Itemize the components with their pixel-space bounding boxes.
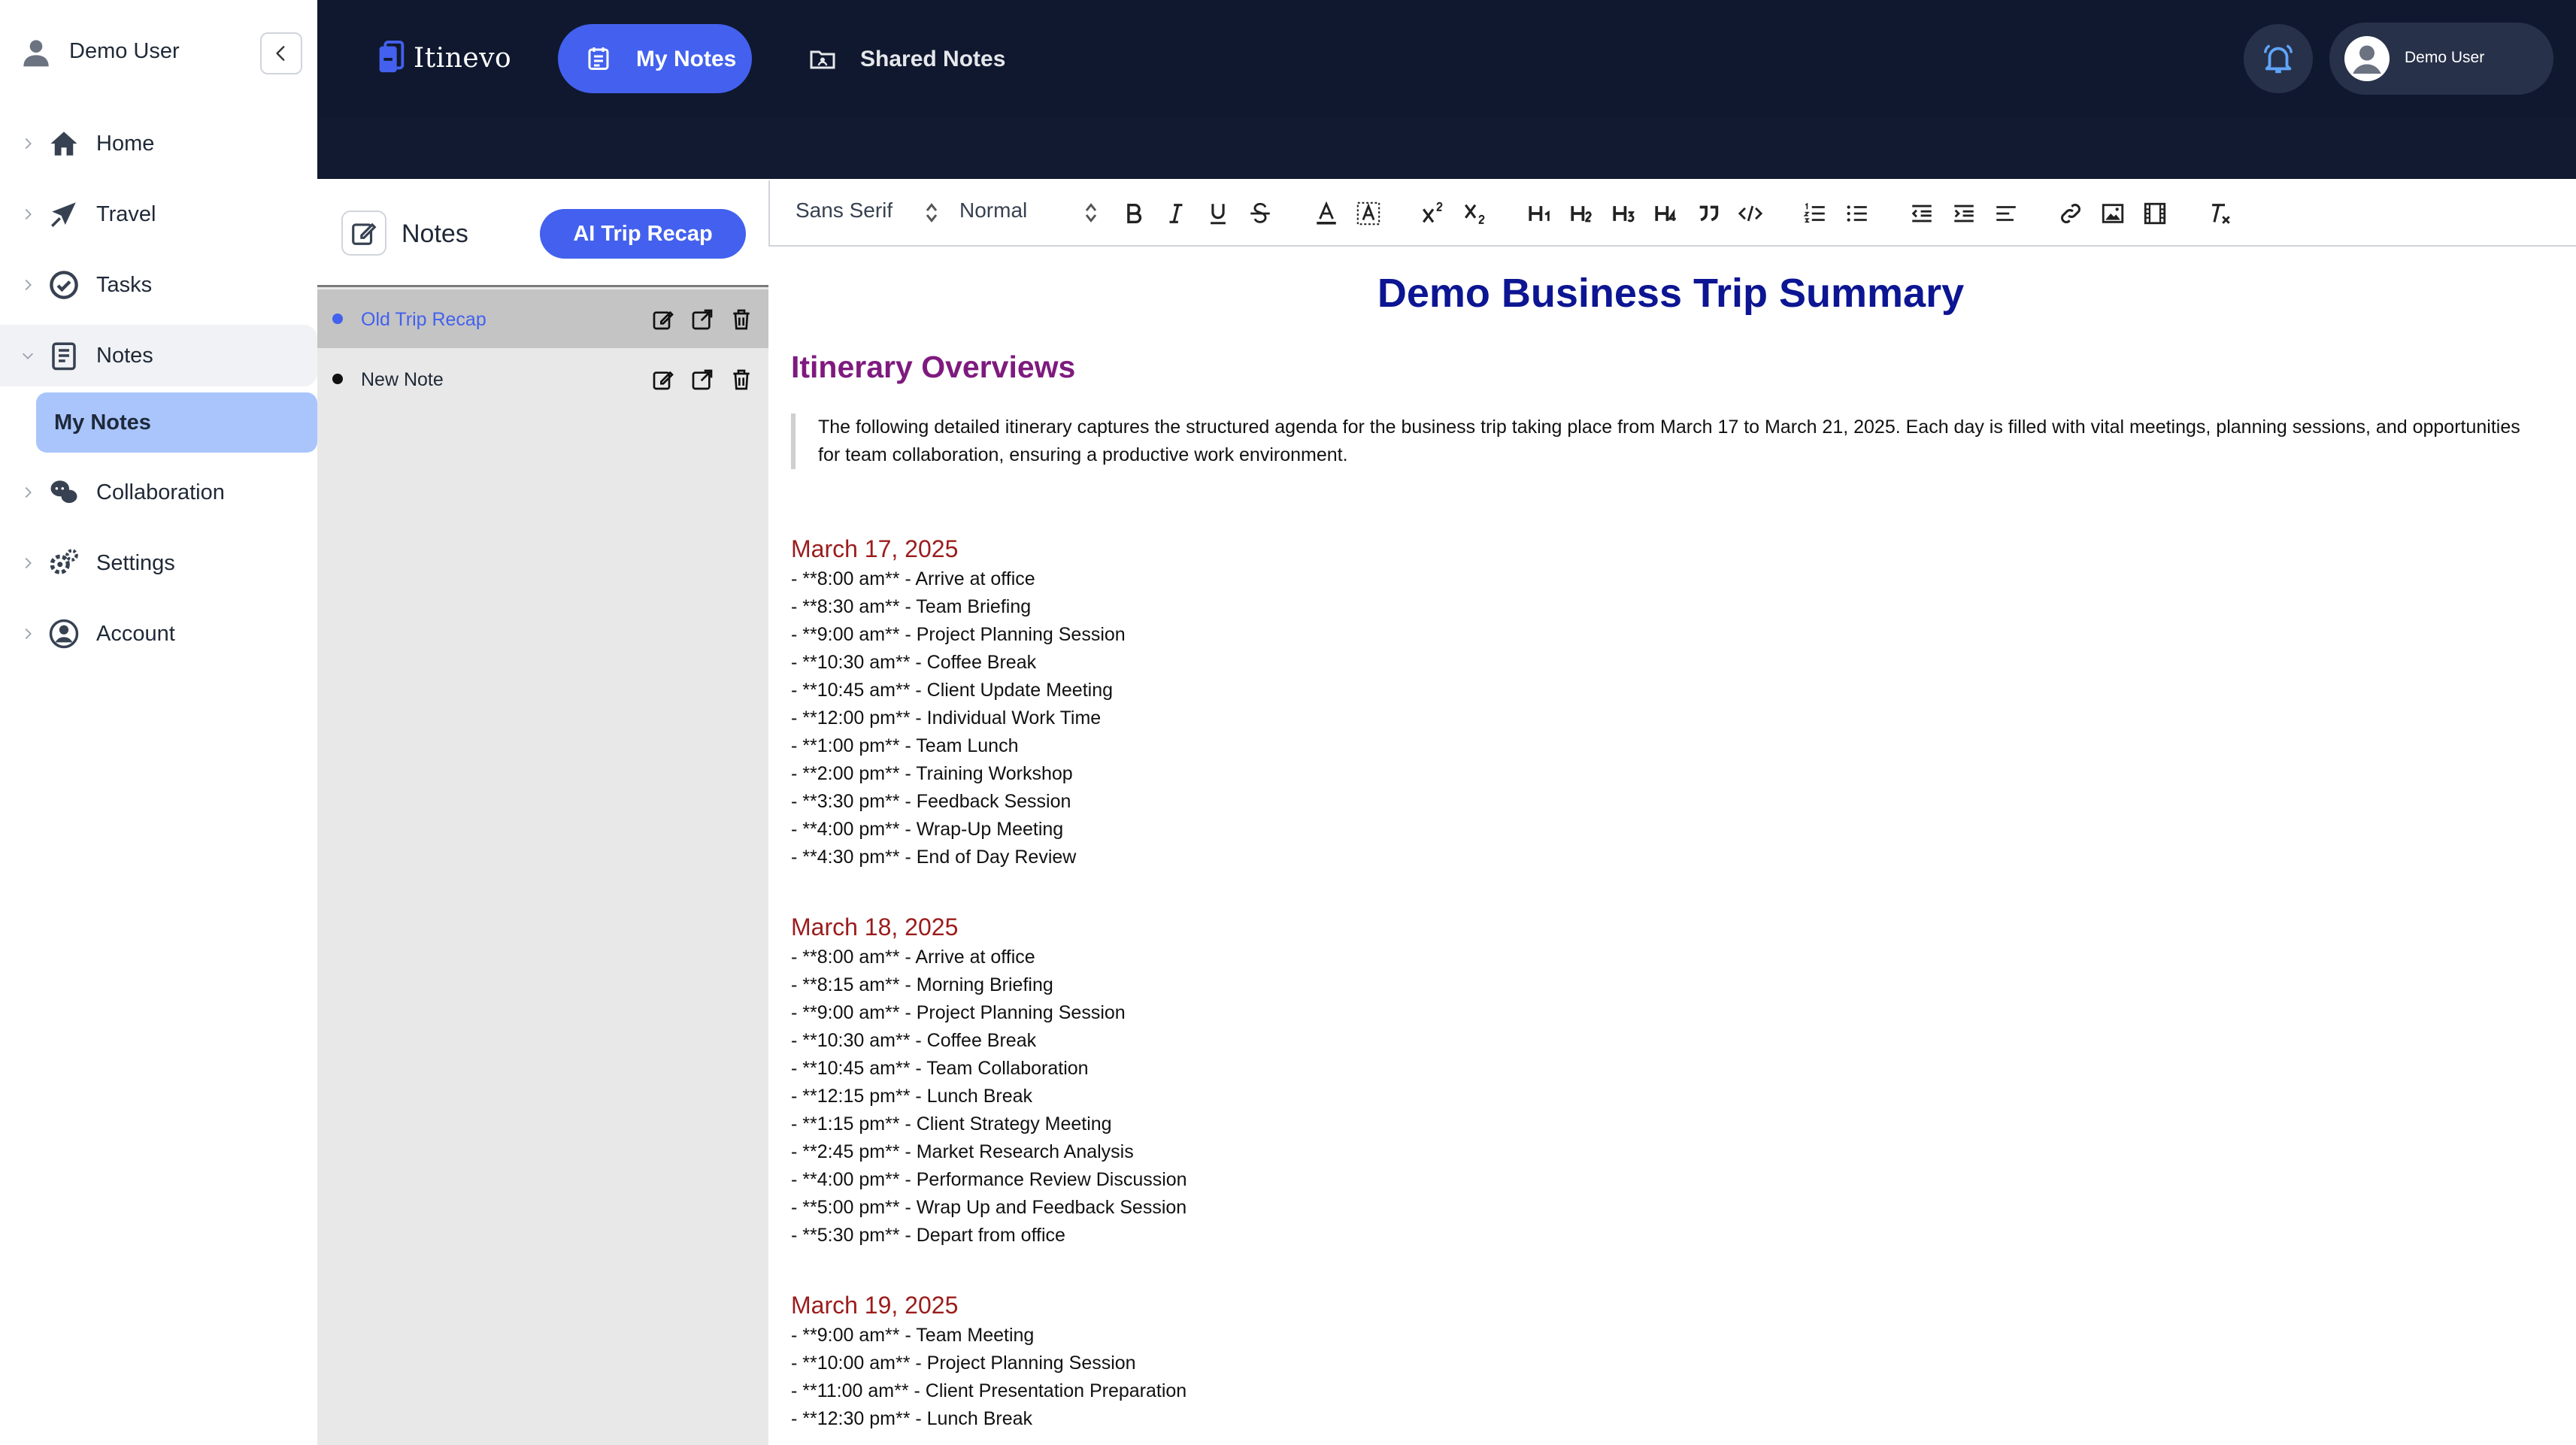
- heading-3-button[interactable]: [1611, 200, 1638, 227]
- sidebar-user-name: Demo User: [69, 39, 180, 63]
- sidebar-item-collaboration[interactable]: [0, 462, 317, 523]
- sidebar-item-label: Collaboration: [96, 480, 225, 504]
- underline-button[interactable]: [1205, 200, 1232, 227]
- superscript-icon: [1420, 201, 1446, 226]
- day-heading: March 18, 2025: [791, 913, 959, 941]
- agenda-item: - **12:00 pm** - Individual Work Time: [791, 707, 1102, 729]
- link-icon: [2058, 201, 2084, 226]
- agenda-item: - **10:30 am** - Coffee Break: [791, 1030, 1037, 1051]
- intro-blockquote: The following detailed itinerary captures the structured agenda for the business trip taking place from March 17 to March 21, 2025. Each day is filled with vital meetings, planning sessions, and opportunities for team collaboration, ensuring a productive work environment.: [791, 414, 2520, 469]
- notes-list-panel: [317, 180, 768, 1445]
- italic-button[interactable]: [1162, 200, 1190, 227]
- agenda-item: - **11:00 am** - Client Presentation Preparation: [791, 1380, 1187, 1401]
- agenda-item: - **10:45 am** - Team Collaboration: [791, 1058, 1089, 1079]
- airplane-icon: [48, 198, 80, 230]
- notifications-button[interactable]: [2244, 24, 2313, 93]
- heading-1-button[interactable]: [1526, 200, 1553, 227]
- day-section: [791, 532, 2550, 871]
- top-bar: [317, 0, 2576, 119]
- align-button[interactable]: [1993, 200, 2020, 227]
- open-external-icon[interactable]: [690, 368, 714, 392]
- agenda-item: - **12:15 pm** - Lunch Break: [791, 1086, 1033, 1107]
- editor-toolbar: [768, 180, 2576, 247]
- font-family-value: Sans Serif: [796, 198, 893, 222]
- shared-folder-icon: [809, 45, 836, 72]
- agenda-item: - **1:00 pm** - Team Lunch: [791, 735, 1019, 756]
- check-circle-icon: [48, 269, 80, 301]
- chevron-left-icon: [271, 44, 291, 63]
- sidebar-item-tasks[interactable]: [0, 254, 317, 316]
- blockquote-button[interactable]: [1695, 200, 1722, 227]
- underline-icon: [1205, 201, 1231, 226]
- sidebar-user: [0, 0, 317, 105]
- italic-icon: [1163, 201, 1189, 226]
- day-agenda-list: [791, 1322, 2550, 1433]
- indent-button[interactable]: [1950, 200, 1977, 227]
- sidebar-subitem-my-notes[interactable]: [36, 392, 317, 453]
- tab-label: Shared Notes: [860, 47, 1006, 71]
- note-editor: [768, 180, 2576, 1445]
- select-arrows-icon: [1084, 201, 1098, 224]
- font-size-value: Normal: [959, 198, 1028, 222]
- text-color-icon: [1314, 201, 1339, 226]
- tab-my-notes[interactable]: [558, 24, 752, 93]
- image-icon: [2100, 201, 2126, 226]
- h3-icon: [1611, 201, 1637, 226]
- day-agenda-list: [791, 944, 2550, 1250]
- agenda-item: - **10:30 am** - Coffee Break: [791, 652, 1037, 673]
- link-button[interactable]: [2057, 200, 2084, 227]
- sidebar: [0, 0, 317, 1445]
- heading-2-button[interactable]: [1568, 200, 1596, 227]
- home-icon: [48, 128, 80, 159]
- day-heading: March 17, 2025: [791, 535, 959, 562]
- note-item[interactable]: [317, 289, 768, 348]
- note-title: Old Trip Recap: [361, 309, 486, 330]
- ai-trip-recap-button[interactable]: AI Trip Recap: [540, 209, 746, 259]
- agenda-item: - **10:00 am** - Project Planning Session: [791, 1353, 1136, 1374]
- user-icon: [21, 38, 51, 68]
- agenda-item: - **2:00 pm** - Training Workshop: [791, 763, 1073, 784]
- trash-icon[interactable]: [729, 307, 753, 332]
- sidebar-item-label: Home: [96, 132, 155, 156]
- note-title: New Note: [361, 369, 444, 390]
- chevron-right-icon: [20, 555, 36, 571]
- trash-icon[interactable]: [729, 368, 753, 392]
- agenda-item: - **5:00 pm** - Wrap Up and Feedback Session: [791, 1197, 1187, 1218]
- sidebar-item-notes[interactable]: [0, 325, 317, 386]
- agenda-item: - **8:15 am** - Morning Briefing: [791, 974, 1053, 995]
- user-circle-icon: [48, 618, 80, 650]
- notes-icon: [48, 340, 80, 371]
- video-icon: [2142, 201, 2168, 226]
- notes-panel-icon-box: [341, 211, 386, 256]
- highlight-icon: [1356, 201, 1381, 226]
- agenda-item: - **8:00 am** - Arrive at office: [791, 947, 1035, 968]
- font-family-select[interactable]: [796, 198, 946, 229]
- edit-icon[interactable]: [651, 307, 675, 332]
- code-icon: [1738, 201, 1763, 226]
- chevron-right-icon: [20, 277, 36, 293]
- sidebar-item-home[interactable]: [0, 113, 317, 174]
- chevron-right-icon: [20, 484, 36, 501]
- quote-icon: [1696, 201, 1721, 226]
- day-section: [791, 1289, 2550, 1433]
- itinevo-logo-icon: [376, 41, 406, 75]
- sidebar-nav: [0, 113, 317, 674]
- agenda-item: - **8:30 am** - Team Briefing: [791, 596, 1032, 617]
- agenda-item: - **9:00 am** - Project Planning Session: [791, 624, 1126, 645]
- agenda-item: - **8:00 am** - Arrive at office: [791, 568, 1035, 589]
- align-left-icon: [1993, 201, 2019, 226]
- strikethrough-icon: [1247, 201, 1273, 226]
- agenda-item: - **4:30 pm** - End of Day Review: [791, 847, 1077, 868]
- chevron-right-icon: [20, 626, 36, 642]
- document-heading: Itinerary Overviews: [791, 350, 1076, 384]
- avatar-icon: [2344, 36, 2390, 81]
- outdent-icon: [1909, 201, 1935, 226]
- sidebar-collapse-button[interactable]: [260, 32, 302, 74]
- sidebar-item-label: Settings: [96, 551, 175, 575]
- chat-bubbles-icon: [48, 477, 80, 508]
- sidebar-subitem-label: My Notes: [54, 410, 151, 435]
- open-external-icon[interactable]: [690, 307, 714, 332]
- font-size-select[interactable]: [959, 198, 1099, 229]
- outdent-button[interactable]: [1908, 200, 1935, 227]
- sidebar-item-label: Tasks: [96, 273, 153, 297]
- top-bar-strip: [317, 117, 2576, 179]
- tab-label: My Notes: [636, 47, 737, 71]
- strikethrough-button[interactable]: [1247, 200, 1274, 227]
- video-button[interactable]: [2141, 200, 2168, 227]
- bold-icon: [1121, 201, 1147, 226]
- day-section: [791, 910, 2550, 1250]
- document-content[interactable]: [791, 263, 2550, 1433]
- superscript-button[interactable]: [1420, 200, 1447, 227]
- clear-format-icon: [2207, 201, 2232, 226]
- notes-panel-header: [317, 180, 768, 287]
- edit-icon[interactable]: [651, 368, 675, 392]
- chevron-down-icon: [20, 347, 36, 364]
- h1-icon: [1527, 201, 1553, 226]
- gears-icon: [48, 547, 80, 579]
- brand-name: Itinevo: [414, 42, 512, 74]
- agenda-item: - **9:00 am** - Project Planning Session: [791, 1002, 1126, 1023]
- code-block-button[interactable]: [1737, 200, 1764, 227]
- agenda-item: - **1:15 pm** - Client Strategy Meeting: [791, 1113, 1112, 1134]
- sidebar-item-settings[interactable]: [0, 532, 317, 594]
- indent-icon: [1951, 201, 1977, 226]
- notes-icon: [585, 45, 612, 72]
- profile-menu[interactable]: [2329, 23, 2553, 95]
- agenda-item: - **4:00 pm** - Performance Review Discussion: [791, 1169, 1187, 1190]
- sidebar-item-travel[interactable]: [0, 183, 317, 245]
- agenda-item: - **4:00 pm** - Wrap-Up Meeting: [791, 819, 1064, 840]
- day-heading: March 19, 2025: [791, 1292, 959, 1319]
- agenda-item: - **10:45 am** - Client Update Meeting: [791, 680, 1114, 701]
- note-active-dot: [332, 314, 343, 324]
- notes-panel-title: Notes: [402, 220, 468, 248]
- chevron-right-icon: [20, 135, 36, 152]
- tab-shared-notes[interactable]: [791, 24, 1017, 93]
- bell-icon: [2261, 41, 2296, 76]
- agenda-item: - **5:30 pm** - Depart from office: [791, 1225, 1065, 1246]
- ordered-list-button[interactable]: [1802, 200, 1829, 227]
- sidebar-item-account[interactable]: [0, 603, 317, 665]
- note-item[interactable]: [317, 350, 768, 408]
- note-dot: [332, 374, 343, 384]
- edit-note-icon: [350, 219, 378, 247]
- bullet-list-button[interactable]: [1844, 200, 1871, 227]
- agenda-item: - **2:45 pm** - Market Research Analysis: [791, 1141, 1134, 1162]
- sidebar-item-label: Travel: [96, 202, 156, 226]
- sidebar-item-label: Notes: [96, 344, 153, 368]
- clear-format-button[interactable]: [2206, 200, 2233, 227]
- ordered-list-icon: [1802, 201, 1828, 226]
- document-title: Demo Business Trip Summary: [1377, 271, 1965, 316]
- agenda-item: - **9:00 am** - Team Meeting: [791, 1325, 1035, 1346]
- bullet-list-icon: [1844, 201, 1870, 226]
- chevron-right-icon: [20, 206, 36, 223]
- sidebar-item-label: Account: [96, 622, 175, 646]
- image-button[interactable]: [2099, 200, 2126, 227]
- heading-4-button[interactable]: [1653, 200, 1680, 227]
- select-arrows-icon: [925, 201, 938, 224]
- day-agenda-list: [791, 565, 2550, 871]
- h4-icon: [1653, 201, 1679, 226]
- subscript-button[interactable]: [1462, 200, 1489, 227]
- agenda-item: - **3:30 pm** - Feedback Session: [791, 791, 1071, 812]
- text-color-button[interactable]: [1313, 200, 1340, 227]
- agenda-item: - **12:30 pm** - Lunch Break: [791, 1408, 1033, 1429]
- profile-name: Demo User: [2405, 49, 2485, 66]
- background-color-button[interactable]: [1355, 200, 1382, 227]
- h2-icon: [1569, 201, 1595, 226]
- brand-logo[interactable]: [376, 41, 511, 75]
- bold-button[interactable]: [1120, 200, 1147, 227]
- subscript-icon: [1462, 201, 1488, 226]
